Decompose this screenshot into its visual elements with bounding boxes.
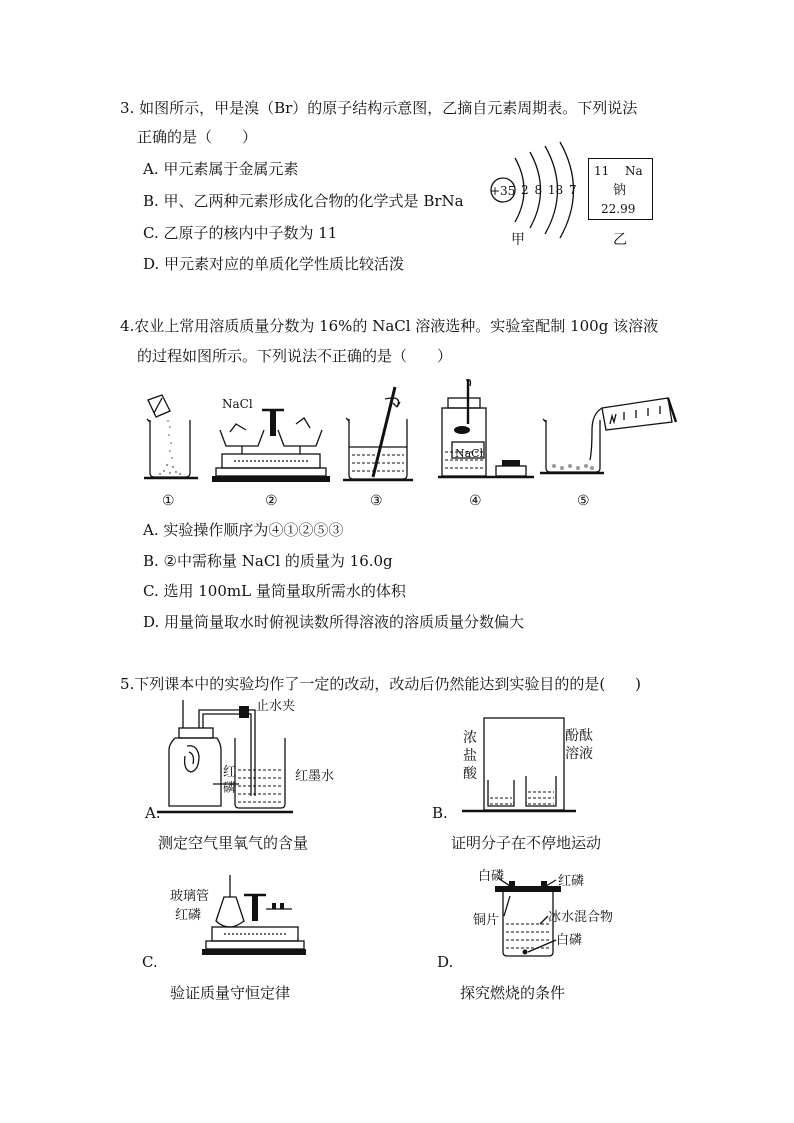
fig-a-phosphorus-label: 红 磷 — [223, 765, 237, 796]
fig-a-clamp-label: 止水夹 — [256, 699, 296, 714]
fig-b-acid-label: 浓 盐 酸 — [463, 730, 477, 782]
q5-stem: 5.下列课本中的实验均作了一定的改动，改动后仍然能达到实验目的的是( ) — [120, 675, 642, 693]
element-atomic-number: 11 — [594, 164, 610, 178]
q4-stem-line1: 4.农业上常用溶质质量分数为 16%的 NaCl 溶液选种。实验室配制 100g 该溶液 — [120, 317, 659, 335]
element-symbol: Na — [625, 164, 643, 178]
fig-c-caption: 验证质量守恒定律 — [170, 984, 291, 1002]
q4-stem-line2: 的过程如图所示。下列说法不正确的是（ ） — [137, 347, 453, 365]
fig-d-leader-lines — [470, 860, 570, 960]
fig-b-molecule-apparatus — [462, 718, 577, 813]
step2-nacl-label: NaCl — [222, 397, 253, 411]
step1-pour-solid — [140, 395, 200, 485]
q4-option-d: D. 用量筒量取水时俯视读数所得溶液的溶质质量分数偏大 — [143, 613, 525, 631]
q3-stem-line2: 正确的是（ ） — [137, 128, 258, 146]
step1-number: ① — [162, 493, 175, 509]
q3-option-a: A. 甲元素属于金属元素 — [143, 160, 299, 178]
fig-c-tube-label: 玻璃管 — [170, 889, 210, 904]
step4-bottle-label: NaCl — [455, 447, 484, 460]
q4-option-b: B. ②中需称量 NaCl 的质量为 16.0g — [143, 552, 393, 570]
step3-stirring — [343, 385, 415, 485]
fig-b-letter: B. — [432, 804, 448, 822]
fig-d-red-phosphorus: 红磷 — [558, 874, 585, 889]
fig-d-icewater-label: 冰水混合物 — [548, 910, 614, 925]
element-atomic-mass: 22.99 — [601, 202, 636, 216]
step4-reagent-bottle — [438, 380, 538, 485]
fig-a-caption: 测定空气里氧气的含量 — [158, 834, 309, 852]
fig-c-letter: C. — [142, 953, 158, 971]
atom-caption: 甲 — [511, 232, 525, 248]
step2-number: ② — [265, 493, 278, 509]
fig-d-copper-label: 铜片 — [473, 913, 500, 928]
fig-d-letter: D. — [437, 953, 454, 971]
step3-number: ③ — [370, 493, 383, 509]
fig-c-phosphorus-label: 红磷 — [175, 908, 202, 923]
fig-a-ink-label: 红墨水 — [295, 769, 335, 784]
q3-stem-line1: 3. 如图所示，甲是溴（Br）的原子结构示意图，乙摘自元素周期表。下列说法 — [120, 99, 638, 117]
fig-a-oxygen-apparatus — [165, 700, 305, 815]
step5-number: ⑤ — [577, 493, 590, 509]
step4-number: ④ — [469, 493, 482, 509]
q3-option-c: C. 乙原子的核内中子数为 11 — [143, 224, 338, 242]
fig-d-white-phosphorus-bottom: 白磷 — [556, 933, 583, 948]
atom-shell-electrons: 2 8 18 7 — [521, 183, 577, 197]
element-name: 钠 — [613, 183, 627, 198]
periodic-table-cell — [588, 158, 653, 220]
fig-a-letter: A. — [145, 804, 161, 822]
fig-c-balance — [200, 875, 305, 965]
q4-option-c: C. 选用 100mL 量筒量取所需水的体积 — [143, 582, 406, 600]
fig-d-white-phosphorus-top: 白磷 — [478, 869, 505, 884]
q3-option-d: D. 甲元素对应的单质化学性质比较活泼 — [143, 255, 405, 273]
atom-nucleus-charge: +35 — [490, 184, 516, 198]
fig-b-phenolphthalein-label: 酚酞 溶液 — [565, 728, 593, 762]
fig-d-caption: 探究燃烧的条件 — [460, 984, 566, 1002]
step5-pour-water — [540, 400, 680, 480]
q3-option-b: B. 甲、乙两种元素形成化合物的化学式是 BrNa — [143, 192, 464, 210]
q4-option-a: A. 实验操作顺序为④①②⑤③ — [143, 521, 344, 539]
element-caption: 乙 — [613, 232, 627, 248]
step2-balance — [212, 400, 330, 486]
fig-b-caption: 证明分子在不停地运动 — [451, 834, 602, 852]
